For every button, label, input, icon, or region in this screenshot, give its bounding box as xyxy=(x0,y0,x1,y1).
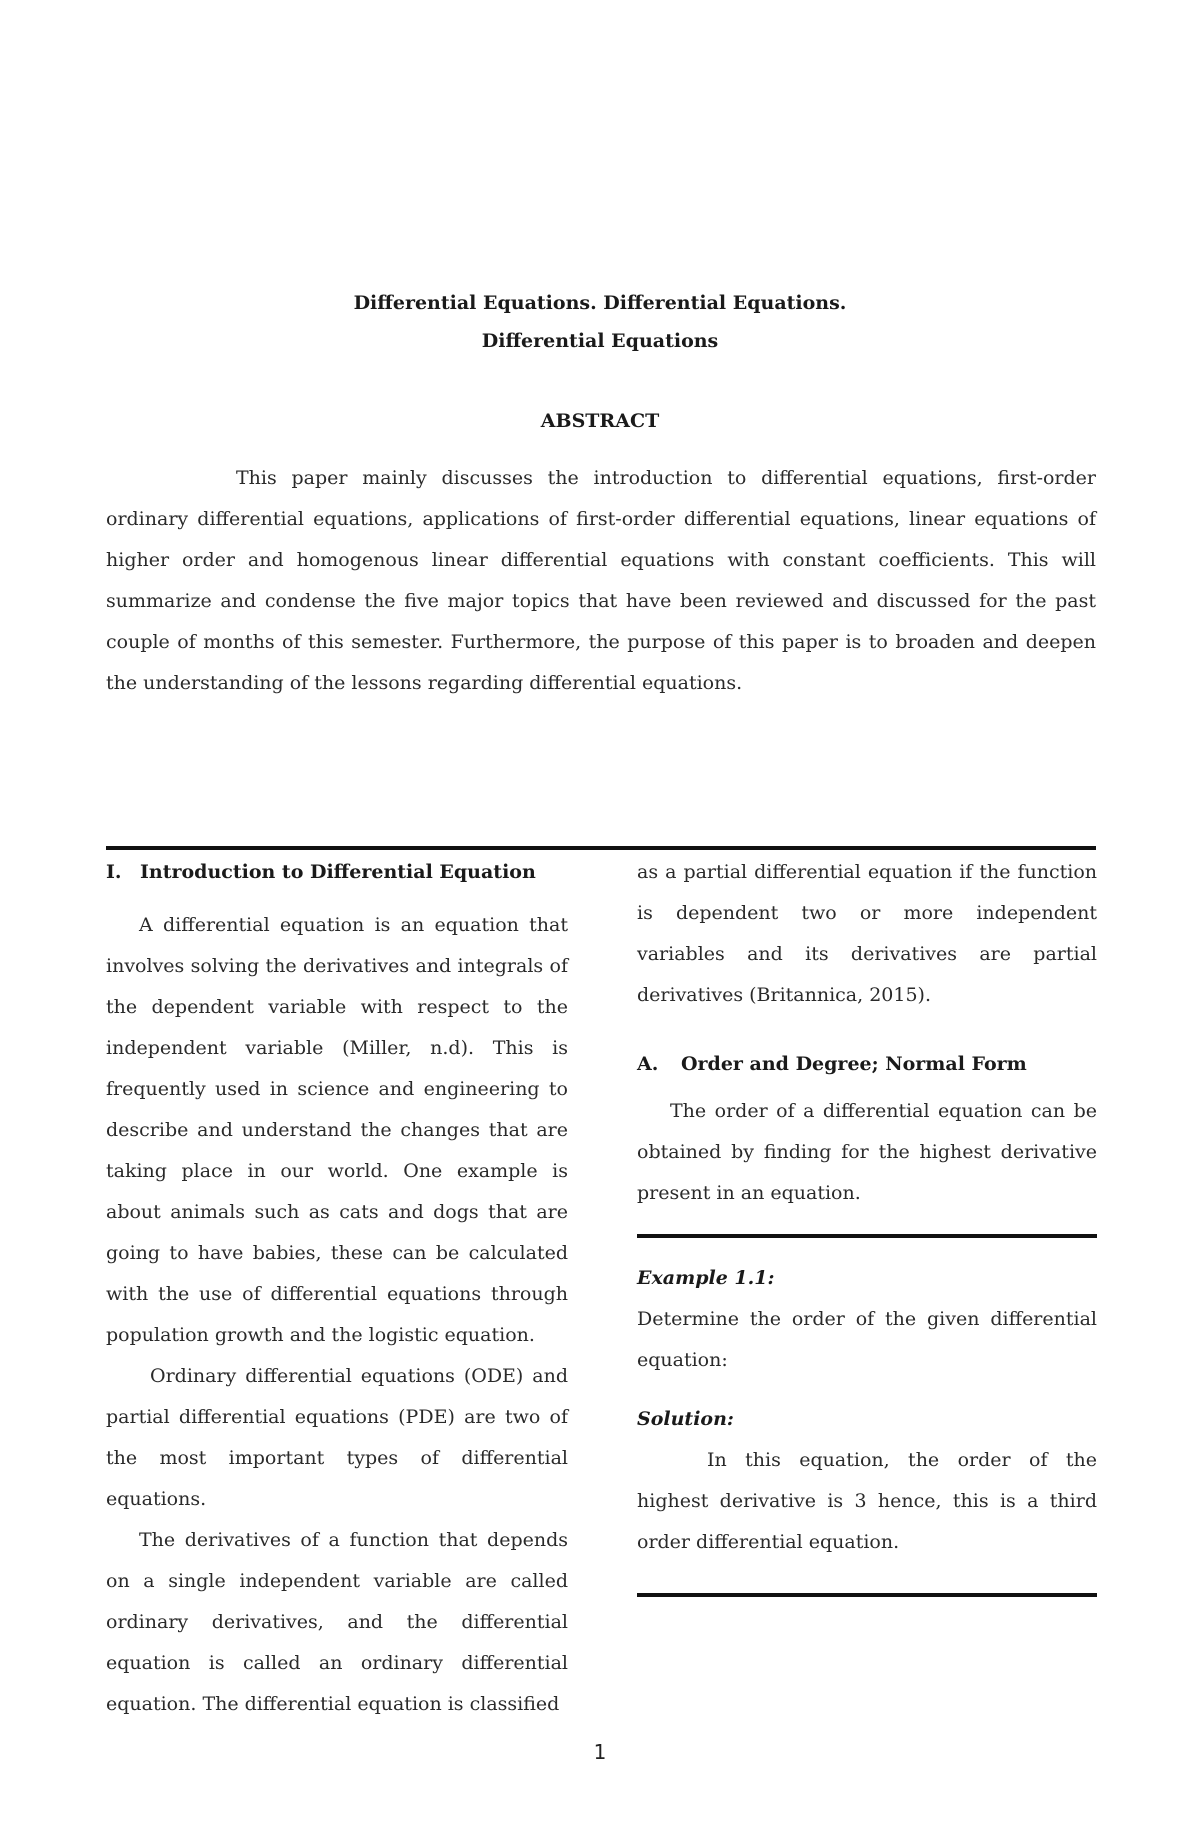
paper-title-line-2: Differential Equations xyxy=(481,330,719,352)
abstract-text: This paper mainly discusses the introduction to differential equations, first-order ordinary differential equations, applications of first-order differential equations, linear equations of higher order and homogenous linear differential equations with constant coefficients. This will summarize and condense the five major topics that have been reviewed and discussed for the past couple of months of this semester. Furthermore, the purpose of this paper is to broaden and deepen the understanding of the lessons regarding differential equations. xyxy=(106,467,1096,694)
subsection-number: A. xyxy=(637,1053,659,1075)
right-column xyxy=(637,852,1097,1597)
page-number: 1 xyxy=(593,1740,607,1764)
section-heading xyxy=(106,852,568,893)
paragraph-derivatives: The derivatives of a function that depends on a single independent variable are called ordinary derivatives, and the differential equation is called an ordinary differential equation. The differential equation is classified xyxy=(106,1529,568,1715)
abstract-body xyxy=(106,458,1096,704)
paragraph-ode-pde: Ordinary differential equations (ODE) and partial differential equations (PDE) are two of the most important types of differential equations. xyxy=(106,1365,568,1510)
solution-text: In this equation, the order of the highest derivative is 3 hence, this is a third order differential equation. xyxy=(637,1449,1097,1553)
paragraph-continuation: as a partial differential equation if the function is dependent two or more independent variables and its derivatives are partial derivatives (Britannica, 2015). xyxy=(637,861,1097,1006)
columns-top-rule xyxy=(106,846,1096,850)
left-column xyxy=(106,852,568,1725)
subsection-heading xyxy=(637,1044,1097,1085)
example-prompt: Determine the order of the given differential equation: xyxy=(637,1308,1097,1371)
example-bottom-rule xyxy=(637,1593,1097,1597)
section-title: Introduction to Differential Equation xyxy=(140,861,536,883)
paragraph-intro: A differential equation is an equation that involves solving the derivatives and integrals of the dependent variable with respect to the independent variable (Miller, n.d). This is frequently used in science and engineering to describe and understand the changes that are taking place in our world. One example is about animals such as cats and dogs that are going to have babies, these can be calculated with the use of differential equations through population growth and the logistic equation. xyxy=(106,914,568,1346)
subsection-title: Order and Degree; Normal Form xyxy=(681,1053,1027,1075)
solution-label: Solution: xyxy=(637,1408,734,1430)
example-top-rule xyxy=(637,1234,1097,1238)
example-label: Example 1.1: xyxy=(637,1267,775,1289)
section-number: I. xyxy=(106,861,122,883)
paragraph-order: The order of a differential equation can be obtained by finding for the highest derivative present in an equation. xyxy=(637,1100,1097,1204)
abstract-heading: ABSTRACT xyxy=(540,410,660,432)
paper-title-line-1: Differential Equations. Differential Equations. xyxy=(353,292,847,314)
